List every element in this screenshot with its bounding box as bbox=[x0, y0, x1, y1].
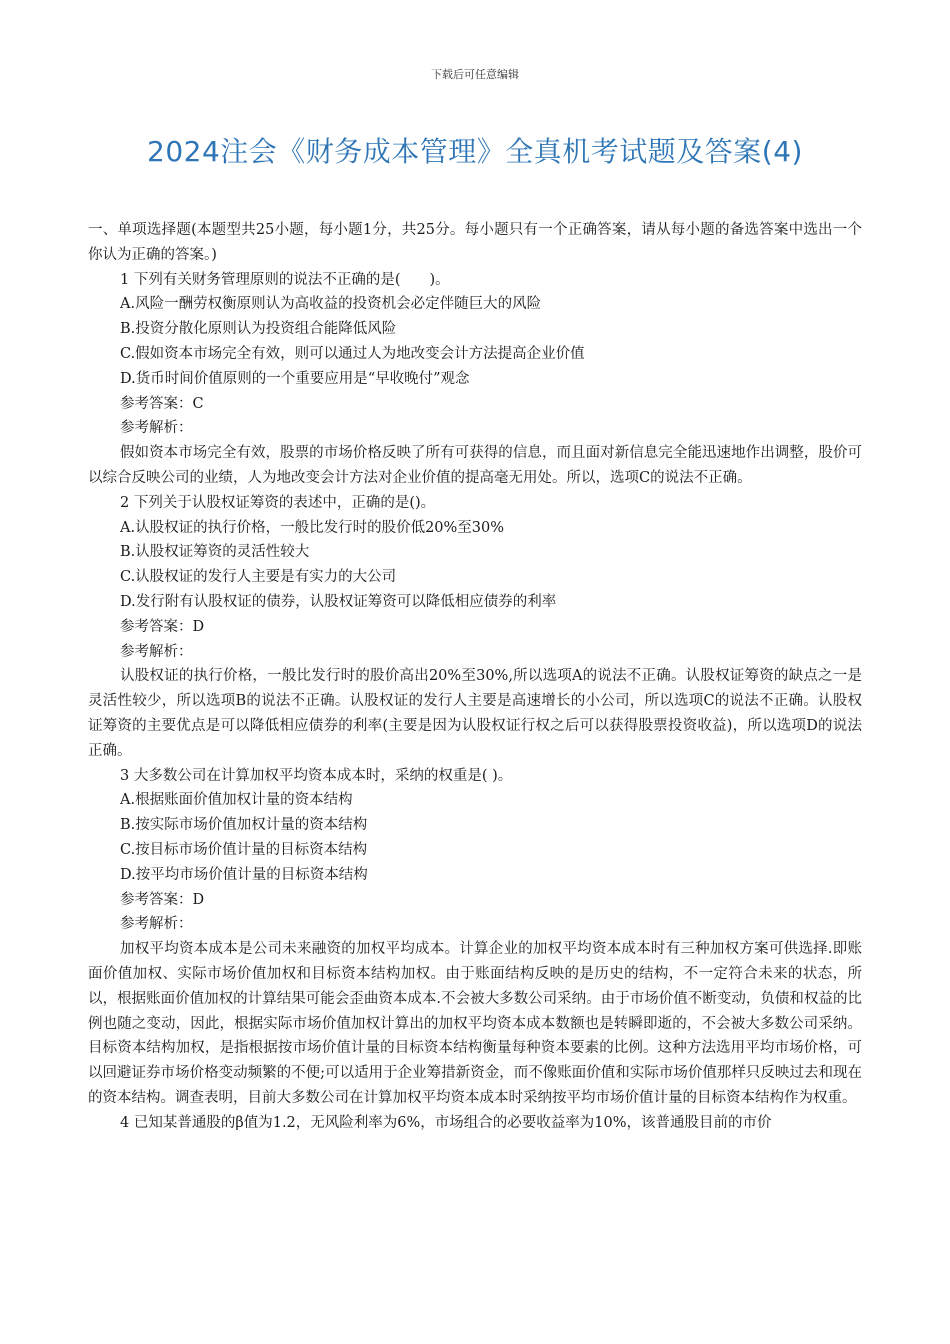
question-stem: 1 下列有关财务管理原则的说法不正确的是( )。 bbox=[120, 271, 450, 288]
analysis-label: 参考解析： bbox=[120, 643, 193, 660]
question-option: D.按平均市场价值计量的目标资本结构 bbox=[120, 866, 368, 883]
reference-answer: 参考答案：C bbox=[120, 395, 204, 412]
question-stem: 2 下列关于认股权证筹资的表述中，正确的是()。 bbox=[120, 494, 436, 511]
header-note: 下载后可任意编辑 bbox=[431, 68, 519, 81]
question-block bbox=[88, 491, 862, 764]
question-option: B.按实际市场价值加权计量的资本结构 bbox=[120, 817, 368, 834]
question-option: A.根据账面价值加权计量的资本结构 bbox=[120, 792, 353, 809]
question-stem: 4 已知某普通股的β值为1.2，无风险利率为6%，市场组合的必要收益率为10%，该普通股目前的市价 bbox=[120, 1114, 772, 1131]
question-option: A.风险一酬劳权衡原则认为高收益的投资机会必定伴随巨大的风险 bbox=[120, 296, 542, 313]
question-option: C.假如资本市场完全有效，则可以通过人为地改变会计方法提高企业价值 bbox=[120, 345, 585, 362]
document-body bbox=[88, 218, 862, 1135]
question-option: C.按目标市场价值计量的目标资本结构 bbox=[120, 841, 368, 858]
reference-answer: 参考答案：D bbox=[120, 618, 205, 635]
question-option: D.货币时间价值原则的一个重要应用是“早收晚付”观念 bbox=[120, 370, 470, 387]
document-title: 2024注会《财务成本管理》全真机考试题及答案(4) bbox=[147, 135, 803, 168]
reference-answer: 参考答案：D bbox=[120, 891, 205, 908]
analysis-label: 参考解析： bbox=[120, 420, 193, 437]
question-option: B.投资分散化原则认为投资组合能降低风险 bbox=[120, 321, 397, 338]
analysis-label: 参考解析： bbox=[120, 916, 193, 933]
question-option: D.发行附有认股权证的债券，认股权证筹资可以降低相应债券的利率 bbox=[120, 593, 557, 610]
question-option: B.认股权证筹资的灵活性较大 bbox=[120, 544, 310, 561]
analysis-text: 加权平均资本成本是公司未来融资的加权平均成本。计算企业的加权平均资本成本时有三种加权方案可供选择.即账面价值加权、实际市场价值加权和目标资本结构加权。由于账面结构反映的是历史的结构，不一定符合未来的状态，所以，根据账面价值加权的计算结果可能会歪曲资本成本.不会被大多数公司采纳。由于市场价值不断变动，负债和权益的比例也随之变动，因此，根据实际市场价值加权计算出的加权平均资本成本数额也是转瞬即逝的，不会被大多数公司采纳。目标资本结构加权，是指根据按市场价值计量的目标资本结构衡量每种资本要素的比例。这种方法选用平均市场价格，可以回避证券市场价格变动频繁的不便;可以适用于企业筹措新资金，而不像账面价值和实际市场价值那样只反映过去和现在的资本结构。调查表明，目前大多数公司在计算加权平均资本成本时采纳按平均市场价值计量的目标资本结构作为权重。 bbox=[88, 941, 862, 1106]
question-stem: 3 大多数公司在计算加权平均资本成本时，采纳的权重是( )。 bbox=[120, 767, 513, 784]
question-option: C.认股权证的发行人主要是有实力的大公司 bbox=[120, 569, 397, 586]
analysis-text: 认股权证的执行价格，一般比发行时的股价高出20%至30%,所以选项A的说法不正确。认股权证筹资的缺点之一是灵活性较少，所以选项B的说法不正确。认股权证的发行人主要是高速增长的小公司，所以选项C的说法不正确。认股权证筹资的主要优点是可以降低相应债券的利率(主要是因为认股权证行权之后可以获得股票投资收益)，所以选项D的说法正确。 bbox=[88, 668, 862, 759]
analysis-text: 假如资本市场完全有效，股票的市场价格反映了所有可获得的信息，而且面对新信息完全能迅速地作出调整，股价可以综合反映公司的业绩，人为地改变会计方法对企业价值的提高毫无用处。所以，选项C的说法不正确。 bbox=[88, 445, 862, 486]
question-option: A.认股权证的执行价格，一般比发行时的股价低20%至30% bbox=[120, 519, 505, 536]
section-intro: 一、单项选择题(本题型共25小题，每小题1分，共25分。每小题只有一个正确答案，请从每小题的备选答案中选出一个你认为正确的答案。) bbox=[88, 222, 862, 263]
question-block bbox=[88, 764, 862, 1111]
question-block bbox=[88, 268, 862, 491]
